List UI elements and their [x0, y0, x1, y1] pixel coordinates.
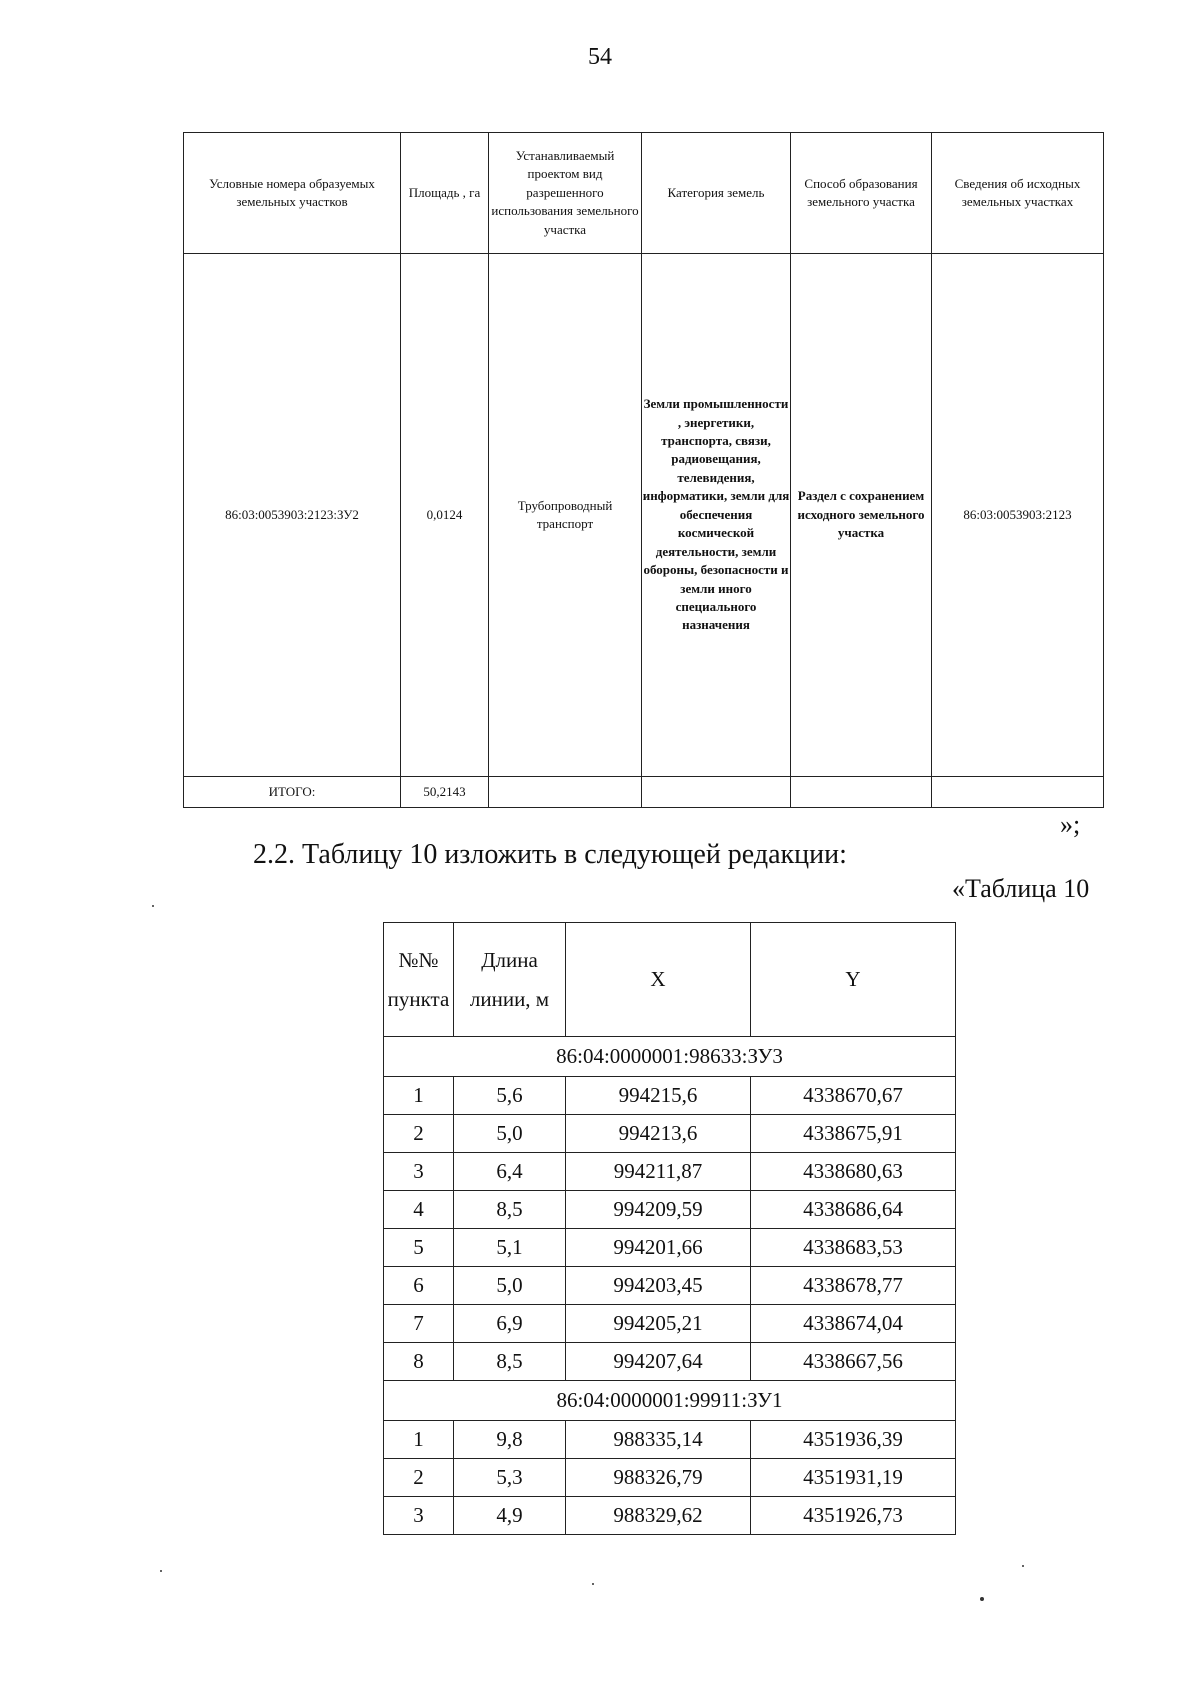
cell-point-number: 6	[384, 1267, 454, 1305]
cell-x: 988335,14	[566, 1421, 751, 1459]
empty-cell	[489, 777, 642, 808]
group-title: 86:04:0000001:99911:ЗУ1	[384, 1381, 956, 1421]
cell-y: 4338680,63	[751, 1153, 956, 1191]
empty-cell	[932, 777, 1104, 808]
scan-speck	[980, 1597, 984, 1601]
cell-line-length: 4,9	[454, 1497, 566, 1535]
cell-x: 994201,66	[566, 1229, 751, 1267]
cell-plot-number: 86:03:0053903:2123:ЗУ2	[184, 254, 401, 777]
cell-y: 4338674,04	[751, 1305, 956, 1343]
header-y: Y	[751, 923, 956, 1037]
cell-point-number: 1	[384, 1077, 454, 1115]
table-header-row	[184, 133, 1104, 254]
table-row	[384, 1459, 956, 1497]
cell-x: 994209,59	[566, 1191, 751, 1229]
scan-speck	[152, 905, 154, 907]
cell-line-length: 5,0	[454, 1115, 566, 1153]
cell-line-length: 5,1	[454, 1229, 566, 1267]
header-source-plots: Сведения об исходных земельных участках	[932, 133, 1104, 254]
cell-point-number: 8	[384, 1343, 454, 1381]
total-value: 50,2143	[401, 777, 489, 808]
cell-point-number: 2	[384, 1459, 454, 1497]
cell-x: 994207,64	[566, 1343, 751, 1381]
header-point-number: №№ пункта	[384, 923, 454, 1037]
cell-x: 988326,79	[566, 1459, 751, 1497]
cell-x: 994205,21	[566, 1305, 751, 1343]
cell-line-length: 8,5	[454, 1191, 566, 1229]
table-row	[384, 1343, 956, 1381]
cell-y: 4338686,64	[751, 1191, 956, 1229]
header-land-category: Категория земель	[642, 133, 791, 254]
cell-y: 4338678,77	[751, 1267, 956, 1305]
empty-cell	[642, 777, 791, 808]
empty-cell	[791, 777, 932, 808]
table-row	[384, 1229, 956, 1267]
total-label: ИТОГО:	[184, 777, 401, 808]
cell-y: 4351931,19	[751, 1459, 956, 1497]
cell-x: 994215,6	[566, 1077, 751, 1115]
cell-line-length: 6,4	[454, 1153, 566, 1191]
group-title: 86:04:0000001:98633:ЗУ3	[384, 1037, 956, 1077]
cell-y: 4338670,67	[751, 1077, 956, 1115]
cell-line-length: 8,5	[454, 1343, 566, 1381]
cell-line-length: 6,9	[454, 1305, 566, 1343]
table-row	[384, 1267, 956, 1305]
cell-y: 4338675,91	[751, 1115, 956, 1153]
table-row	[384, 1497, 956, 1535]
section-heading: 2.2. Таблицу 10 изложить в следующей редакции:	[253, 839, 847, 870]
header-formation-method: Способ образования земельного участка	[791, 133, 932, 254]
header-plot-number: Условные номера образуемых земельных участков	[184, 133, 401, 254]
cell-line-length: 5,0	[454, 1267, 566, 1305]
land-plots-table	[183, 132, 1104, 808]
header-x: X	[566, 923, 751, 1037]
table-row	[384, 1153, 956, 1191]
cell-y: 4338667,56	[751, 1343, 956, 1381]
cell-point-number: 2	[384, 1115, 454, 1153]
cell-line-length: 9,8	[454, 1421, 566, 1459]
cell-formation-method: Раздел с сохранением исходного земельного участка	[791, 254, 932, 777]
table-caption: «Таблица 10	[952, 874, 1090, 903]
scan-speck	[1022, 1565, 1024, 1567]
header-permitted-use: Устанавливаемый проектом вид разрешенного использования земельного участка	[489, 133, 642, 254]
cell-point-number: 1	[384, 1421, 454, 1459]
table-row	[384, 1421, 956, 1459]
cell-x: 994211,87	[566, 1153, 751, 1191]
scan-speck	[592, 1583, 594, 1585]
cell-y: 4338683,53	[751, 1229, 956, 1267]
coordinates-table	[383, 922, 956, 1535]
cell-point-number: 5	[384, 1229, 454, 1267]
table-row	[384, 1191, 956, 1229]
cell-land-category: Земли промышленности , энергетики, транспорта, связи, радиовещания, телевидения, информатики, земли для обеспечения космической деятельности, земли обороны, безопасности и земли иного специального назначения	[642, 254, 791, 777]
scan-speck	[160, 1570, 162, 1572]
cell-x: 994203,45	[566, 1267, 751, 1305]
table-row	[384, 1115, 956, 1153]
cell-point-number: 3	[384, 1153, 454, 1191]
header-area: Площадь , га	[401, 133, 489, 254]
cell-x: 988329,62	[566, 1497, 751, 1535]
cell-line-length: 5,3	[454, 1459, 566, 1497]
page-number: 54	[588, 44, 612, 70]
group-row	[384, 1381, 956, 1421]
cell-x: 994213,6	[566, 1115, 751, 1153]
header-line-length: Длина линии, м	[454, 923, 566, 1037]
table-row	[384, 1077, 956, 1115]
total-row	[184, 777, 1104, 808]
cell-point-number: 7	[384, 1305, 454, 1343]
group-row	[384, 1037, 956, 1077]
closing-quote: »;	[1060, 810, 1081, 839]
cell-y: 4351936,39	[751, 1421, 956, 1459]
table-row	[184, 254, 1104, 777]
cell-area: 0,0124	[401, 254, 489, 777]
cell-source-plot: 86:03:0053903:2123	[932, 254, 1104, 777]
table-header-row	[384, 923, 956, 1037]
cell-point-number: 3	[384, 1497, 454, 1535]
table-row	[384, 1305, 956, 1343]
cell-y: 4351926,73	[751, 1497, 956, 1535]
cell-permitted-use: Трубопроводный транспорт	[489, 254, 642, 777]
cell-point-number: 4	[384, 1191, 454, 1229]
cell-line-length: 5,6	[454, 1077, 566, 1115]
